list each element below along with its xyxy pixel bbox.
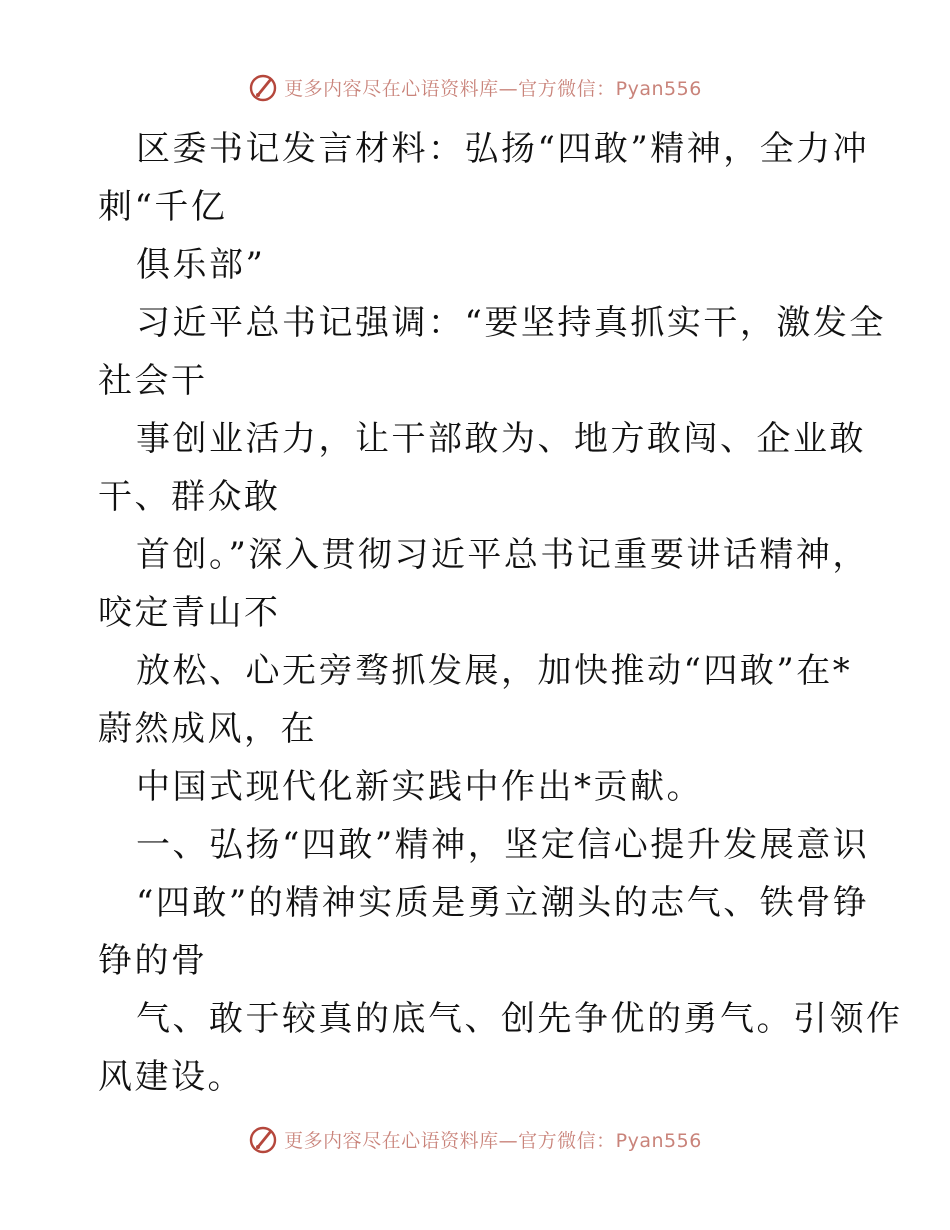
- paragraph-line: 俱乐部”: [136, 245, 266, 285]
- paragraph-line: 事创业活力，让干部敢为、地方敢闯、企业敢: [136, 419, 866, 459]
- quill-logo-icon: [248, 72, 278, 102]
- header-watermark: [0, 72, 950, 102]
- paragraph-line: 风建设。: [98, 1057, 244, 1097]
- paragraph-line: 中国式现代化新实践中作出*贡献。: [136, 767, 703, 807]
- footer-watermark: [0, 1124, 950, 1154]
- paragraph-line: 区委书记发言材料：弘扬“四敢”精神，全力冲: [136, 129, 870, 169]
- paragraph-line: 首创。”深入贯彻习近平总书记重要讲话精神，: [136, 535, 869, 575]
- paragraph-line: 咬定青山不: [98, 593, 281, 633]
- paragraph-line: 气、敢于较真的底气、创先争优的勇气。引领作: [136, 999, 903, 1039]
- document-body: [98, 120, 903, 1106]
- paragraph-line: 刺“千亿: [98, 187, 228, 227]
- paragraph-line: 铮的骨: [98, 941, 208, 981]
- paragraph-line: 蔚然成风，在: [98, 709, 317, 749]
- paragraph-line: 社会干: [98, 361, 208, 401]
- paragraph-line: 干、群众敢: [98, 477, 281, 517]
- paragraph-line: “四敢”的精神实质是勇立潮头的志气、铁骨铮: [136, 883, 870, 923]
- watermark-text: 更多内容尽在心语资料库—官方微信：Pyan556: [284, 1129, 702, 1152]
- quill-logo-icon: [248, 1124, 278, 1154]
- paragraph-line: 放松、心无旁骛抓发展，加快推动“四敢”在*: [136, 651, 853, 691]
- watermark-text: 更多内容尽在心语资料库—官方微信：Pyan556: [284, 77, 702, 100]
- paragraph-line: 习近平总书记强调：“要坚持真抓实干，激发全: [136, 303, 886, 343]
- paragraph-line: 一、弘扬“四敢”精神，坚定信心提升发展意识: [136, 825, 870, 865]
